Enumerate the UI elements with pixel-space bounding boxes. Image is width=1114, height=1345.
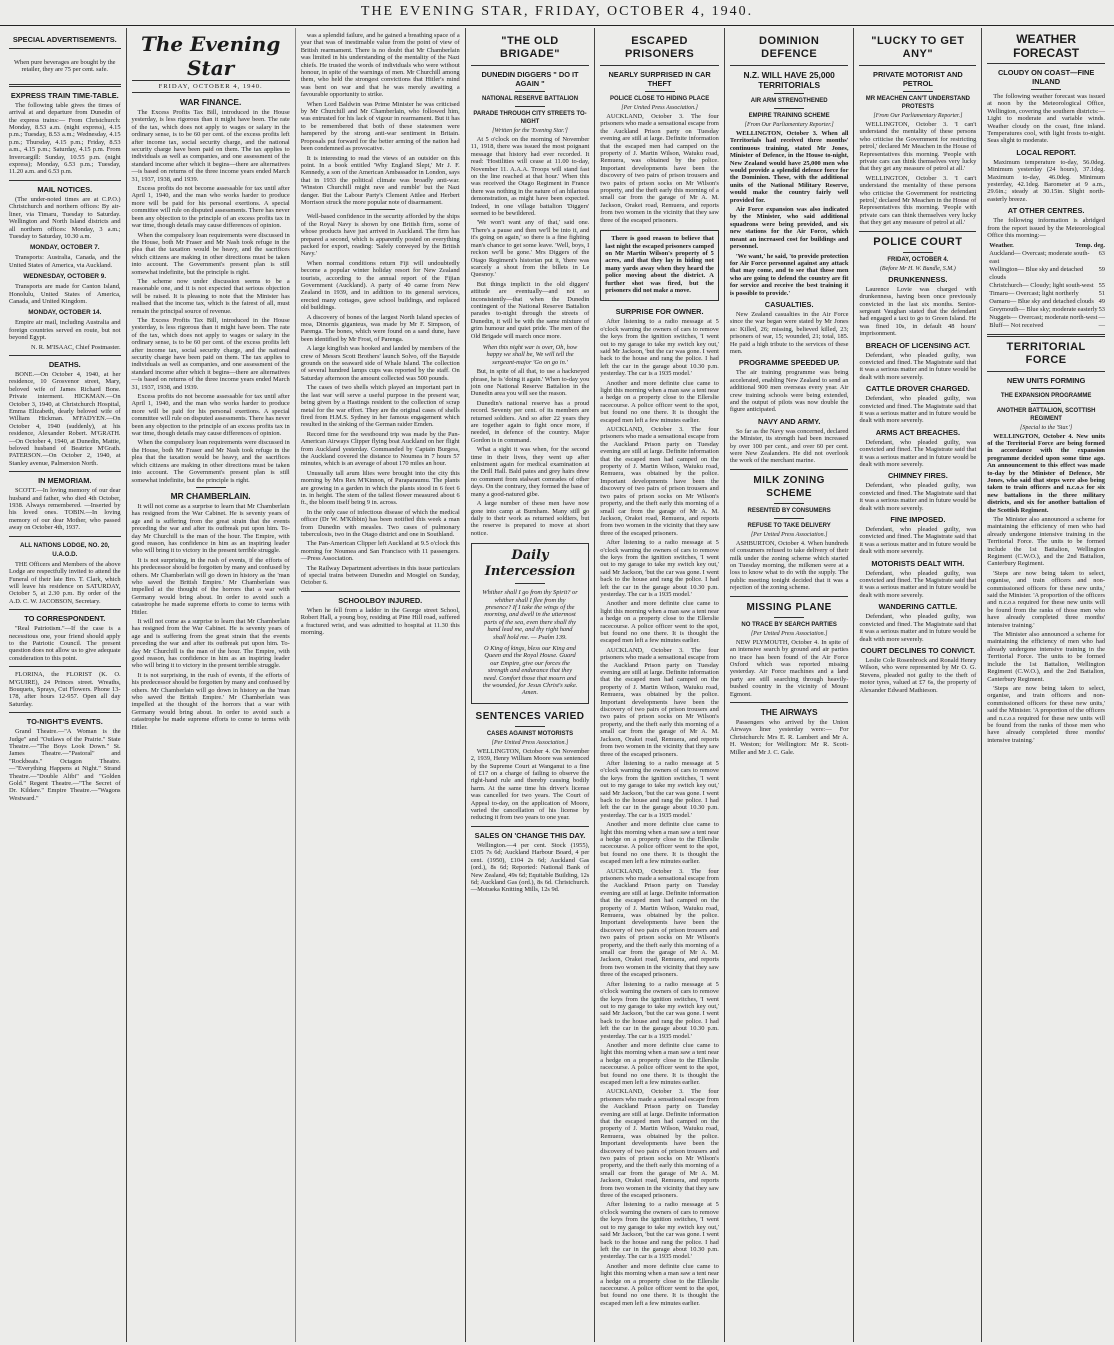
war-finance-text-2: Excess profits do not become assessable for tax until after April 1, 1940, and the man who works harder to produce more will be paid for his personal exertions. A special committee will rule on disputed assessments. There has never been any objection to the principle of an excess profits tax in war time, though details may cause differences of opinion. xyxy=(131,185,290,230)
casualties-text: New Zealand casualties in the Air Force since the war began were stated by Mr Jones as: Killed, 26; missing, believed killed, 23; prisoners of war, 15; wounded, 21; total, 185. He paid a high tribute to the services of these men. xyxy=(729,310,849,355)
editorial-b-text-1: was a splendid failure, and he gained a breathing space of a year that was of inestimable value from the point of view of British rearmament. There is no doubt that Mr Chamberlain was limited in his understanding of the mentality of the Nazi chiefs. He trusted the words of individuals who were without honour, in spite of the warnings of men. Mr Churchill among them, who held the strongest convictions that Hitler's mind was bent on war and that he was merely awaiting a favourable opportunity to strike. xyxy=(300,32,460,99)
breach-heading: BREACH OF LICENSING ACT. xyxy=(865,340,971,350)
monday14-heading: MONDAY, OCTOBER 14. xyxy=(28,309,102,317)
old-brigade-dek-2: PARADE THROUGH CITY STREETS TO-NIGHT xyxy=(473,111,587,125)
mail-heading: MAIL NOTICES. xyxy=(37,184,93,194)
old-brigade-dek-1: NATIONAL RESERVE BATTALION xyxy=(481,96,579,102)
motorists-heading: MOTORISTS DEALT WITH. xyxy=(871,558,965,568)
weather-col-header: Weather. xyxy=(989,241,1014,249)
express-heading: EXPRESS TRAIN TIME-TABLE. xyxy=(10,90,119,100)
old-brigade-headline: "THE OLD BRIGADE" xyxy=(500,35,560,60)
column-lucky-police xyxy=(854,28,982,1342)
territorial-dek-2: ANOTHER BATTALION, SCOTTISH REGIMENT xyxy=(996,407,1096,422)
weather-row xyxy=(987,314,1105,322)
editorial-b-text-13: The Railway Department advertises in this issue particulars of special trains between Dunedin and Mosgiel on Sunday, October 6. xyxy=(300,564,460,587)
lucky-text-b: WELLINGTON, October 3. 'I can't understand the mentality of these persons who criticise the Government for restricting petrol,' declared Mr Meachen in the House of Representatives this morning. 'People with private cars can think themselves very lucky that they get any measure of petrol at all.' xyxy=(859,174,977,227)
memoriam-text: SCOTT.—In loving memory of our dear husband and father, who died 4th October, 1938. Always remembered. —Inserted by his loved ones. TOBIN.—In loving memory of our dear Mother, who passed away on October 4th, 1937. xyxy=(9,487,121,532)
milk-text: ASHBURTON, October 4. When hundreds of consumers refused to take delivery of their milk under the zoning scheme which started on Tuesday morning, the milkmen were at a loss to know what to do with the supply. The public meeting tonight decided that it was a rejection of the zoning scheme. xyxy=(729,539,849,592)
local-report-heading: LOCAL REPORT. xyxy=(1016,147,1076,157)
monday-heading: MONDAY, OCTOBER 7. xyxy=(29,244,100,252)
intercession-prayer: O King of kings, bless our King and Queen and the Royal House. Guard our Empire, give our forces the strength and endurance that they need. Comfort those that mourn and the wounded, for Jesus Christ's sake. Amen. xyxy=(482,644,578,697)
weather-headline: WEATHER FORECAST xyxy=(987,32,1105,64)
chamberlain-text-1b: It will not come as a surprise to learn that Mr Chamberlain has resigned from the War Cabinet. He is seventy years of age and is suffering from the great strain that the events preceding the war and after its outbreak put upon him. To-day Mr Churchill is the man of the hour. The Empire, with good reason, has confidence in him as an inspiring leader who will bring it to victory in the present terrible struggle. xyxy=(131,618,290,670)
territorial-text-2: 'Steps are now being taken to select, organise, and train officers and non-commissioned officers for these new units,' said the Minister. 'A proportion of the officers and n.c.o.s required for these new units will be found from the ranks of those men who have already completed three months' intensive training.' xyxy=(987,569,1105,629)
escaped-text-2b: Another and more definite clue came to light this morning when a man saw a tent near a hedge on a property close to the Ellerslie racecourse. A police officer went to the spot, but found no one there. It is thought the escaped men left a few minutes earlier. xyxy=(600,600,719,645)
editorial-subcolumn-a xyxy=(127,28,296,1342)
tonight-heading: TO-NIGHT'S EVENTS. xyxy=(26,717,103,727)
old-brigade-verse: When this night war is over, Oh, how happy we shall be, We will tell the sergeant-major 'Go on go in.' xyxy=(482,343,578,366)
deaths-heading: DEATHS. xyxy=(48,359,81,369)
missing-plane-dek: NO TRACE BY SEARCH PARTIES xyxy=(741,621,837,628)
defence-lead: WELLINGTON, October 3. When all Territorials had received three months' continuous training, stated Mr Jones, Minister of Defence, in the House to-night, New Zealand would have 25,000 men who would provide a splendid defence force for the Dominion. These, with the additional units of the National Military Reserve, would make the country fairly well provided for. xyxy=(729,130,849,204)
newspaper-columns xyxy=(4,28,1110,1342)
programme-text: The air training programme was being accelerated, enabling New Zealand to send an additional 900 men overseas every year. Air crew training schools were being extended, and the output of pilots was now double the figure anticipated. xyxy=(729,369,849,414)
correspondent-text: "Real Patriotism."—If the case is a necessitous one, your friend should apply to the Patriotic Council. The present question does not allow us to give adequate consideration to this point. xyxy=(9,625,121,662)
florist-ad: FLORINA, the FLORIST (K. O. M'GUIRE), 24 Princes street. Wreaths, Bouquets, Sprays, Cut Flowers. Phone 13-178, after hours 12-957. Open all day Saturday. xyxy=(9,671,121,708)
weather-row xyxy=(987,298,1105,306)
escaped-text-2c: Another and more definite clue came to light this morning when a man saw a tent near a hedge on a property close to the Ellerslie racecourse. A police officer went to the spot, but found no one there. It is thought the escaped men left a few minutes earlier. xyxy=(600,821,719,866)
weather-row xyxy=(987,266,1105,282)
weather-subhead: CLOUDY ON COAST—FINE INLAND xyxy=(997,68,1095,86)
war-finance-text-2b: Excess profits do not become assessable for tax until after April 1, 1940, and the man who works harder to produce more will be paid for his personal exertions. A special committee will rule on disputed assessments. There has never been any objection to the principle of an excess profits tax in war time, though details may cause differences of opinion. xyxy=(131,393,290,438)
sentences-dek: CASES AGAINST MOTORISTS xyxy=(486,730,574,737)
casualties-heading: CASUALTIES. xyxy=(764,299,814,309)
escaped-box-text: There is good reason to believe that last night the escaped prisoners camped on Mr Martin Wilson's property of 5 acres, and that they lay in hiding not many yards away when they heard the police moving about the district. A further shot was fired, but the prisoners did not make a move. xyxy=(605,235,714,294)
defence-text-2: 'We want,' he said, 'to provide protection for Air Force personnel against any attack that may come, and to see that those men who are going to defend the country are fit for service and receive the best training it is possible to provide.' xyxy=(729,252,849,297)
weather-place: Bluff— Not received xyxy=(989,321,1044,329)
editorial-b-text-7: A large kingfish was hooked and landed by members of the crew of Messrs Scott Brothers' launch Solvo, off the Bayside grounds on the seaward side of Whale Island. The collection of several hundred lamps cups was reported by the staff. On Saturday afternoon the amount collected was 500 pounds. xyxy=(300,345,460,382)
defence-dek-1: AIR ARM STRENGTHENED xyxy=(750,98,828,104)
column-dominion-defence xyxy=(725,28,855,1342)
surprise-text-b: After listening to a radio message at 5 o'clock warning the owners of cars to remove the keys from the ignition switches, 'I went out to my garage to take my switch key out,' said Mr Jackson, 'but the car was gone. I went back to the house and rang the police. I had left the car in the garage about 10.30 p.m. yesterday. The car is a 1935 model.' xyxy=(600,539,719,598)
lucky-subhead: PRIVATE MOTORIST AND PETROL xyxy=(873,70,963,88)
police-court-headline: POLICE COURT xyxy=(873,235,963,248)
escaped-text-1e: AUCKLAND, October 3. The four prisoners who made a sensational escape from the Auckland Prison party on Tuesday evening are still at large. Definite information that the escaped men had camped on the property of J. Martin Wilson, Waiuku road, Remuera, was obtained by the police. Important developments have been the discovery of two pairs of prison trousers and two pairs of prison socks on Mr Wilson's property, and the theft early this morning of a small car from the garage of Mr A. M. Jackson, Orakei road, Remuera, and reports from two women in the vicinity that they saw three of the escaped prisoners. xyxy=(600,1088,719,1200)
surprise-text-c: After listening to a radio message at 5 o'clock warning the owners of cars to remove the keys from the ignition switches, 'I went out to my garage to take my switch key out,' said Mr Jackson, 'but the car was gone. I went back to the house and rang the police. I had left the car in the garage about 10.30 p.m. yesterday. The car is a 1935 model.' xyxy=(600,759,719,819)
war-finance-text-3b: When the compulsory loan requirements were discussed in the House, both Mr Fraser and Mr Nash took refuge in the plea that the taxation would be heavy, and the sacrifices which citizens are making in other directions must be taken into account. The Government's present plan is still somewhat indefinite, but the principle is right. xyxy=(131,439,290,484)
lodge-text: THE Officers and Members of the above Lodge are respectfully invited to attend the Funeral of their late Bro. T. Clark, which will leave his residence on SATURDAY, October 5, at 2.30 p.m. By order of the A.D. C. W. JACOBSON, Secretary. xyxy=(9,560,121,605)
escaped-text-1b: AUCKLAND, October 3. The four prisoners who made a sensational escape from the Auckland Prison party on Tuesday evening are still at large. Definite information that the escaped men had camped on the property of J. Martin Wilson, Waiuku road, Remuera, was obtained by the police. Important developments have been the discovery of two pairs of prison trousers and two pairs of prison socks on Mr Wilson's property, and the theft early this morning of a small car from the garage of Mr A. M. Jackson, Orakei road, Remuera, and reports from two women in the vicinity that they saw three of the escaped prisoners. xyxy=(600,426,719,537)
monday14-text: Empire air mail, including Australia and foreign countries served en route, but not beyond Egypt. xyxy=(9,319,121,342)
breach-text: Defendant, who pleaded guilty, was convicted and fined. The Magistrate said that it was a serious matter and in future would be dealt with more severely. xyxy=(859,351,977,381)
chamberlain-text-2: It is not surprising, in the rush of events, if the efforts of his predecessor should be forgotten by many and confused by others. Mr Chamberlain will go down in history as the 'man who saved the British Empire.' Mr Chamberlain was impelled at the thought of the horrors that a war with Germany would bring about. In order to avoid such a catastrophe he made supreme efforts to come to terms with Hitler. xyxy=(131,556,290,616)
weather-temp: 63 xyxy=(1098,249,1105,257)
ad-text: When pure beverages are bought by the retailer, they are 75 per cent. safe. xyxy=(14,59,116,74)
lodge-heading: ALL NATIONS LODGE, NO. 20, U.A.O.D. xyxy=(20,541,110,558)
wandering-text: Defendant, who pleaded guilty, was convicted and fined. The Magistrate said that it was a serious matter and in future would be dealt with more severely. xyxy=(859,613,977,643)
navy-text: So far as the Navy was concerned, declared the Minister, its strength had been increased by over 100 per cent., and over 60 per cent. were New Zealanders. He did not overlook the work of the merchant marine. xyxy=(729,427,849,465)
special-ads-heading: SPECIAL ADVERTISEMENTS. xyxy=(12,35,117,44)
sentences-byline: [Per United Press Association.] xyxy=(491,739,569,746)
territorial-headline: TERRITORIAL FORCE xyxy=(1006,340,1086,366)
weather-place: Auckland— Overcast; moderate south-east xyxy=(989,249,1090,265)
defence-dek-2: EMPIRE TRAINING SCHEME xyxy=(748,113,830,119)
defence-headline: DOMINION DEFENCE xyxy=(759,35,820,60)
old-brigade-text-6: Dunedin's national reserve has a proud record. Seventy per cent. of its members are returned soldiers. And so after 22 years they are together again to fight once more, if needed, in defence of the country. Major Gordon is in command. xyxy=(470,399,590,444)
police-court-date: FRIDAY, OCTOBER 4. xyxy=(887,256,949,263)
navy-heading: NAVY AND ARMY. xyxy=(757,416,821,426)
escaped-text-1d: AUCKLAND, October 3. The four prisoners who made a sensational escape from the Auckland Prison party on Tuesday evening are still at large. Definite information that the escaped men had camped on the property of J. Martin Wilson, Waiuku road, Remuera, was obtained by the police. Important developments have been the discovery of two pairs of prison trousers and two pairs of prison socks on Mr Wilson's property, and the theft early this morning of a small car from the garage of Mr A. M. Jackson, Orakei road, Remuera, and reports from two women in the vicinity that they saw three of the escaped prisoners. xyxy=(600,867,719,979)
cattle-text: Defendant, who pleaded guilty, was convicted and fined. The Magistrate said that it was a serious matter and in future would be dealt with more severely. xyxy=(859,395,977,425)
editorial-b-text-11: In the only case of infectious disease of which the medical officer (Dr W. M'Kibbin) has been notified this week a man from Dunedin with measles. Two cases of pulmonary tuberculosis, two in the Otago district and one in Southland. xyxy=(300,508,460,538)
escaped-text-2: Another and more definite clue came to light this morning when a man saw a tent near a hedge on a property close to the Ellerslie racecourse. A police officer went to the spot, but found no one there. It is thought the escaped men left a few minutes earlier. xyxy=(600,379,719,424)
postmaster-signoff: N. R. M'ISAAC, Chief Postmaster. xyxy=(30,343,121,351)
drunkenness-text: Laurence Lovie was charged with drunkenness, having been once previously convicted in the last six months. Senior-sergeant Vaughan stated that the defendant had engaged a taxi to go to Green Island. He was fined 10s, in default 48 hours' imprisonment. xyxy=(859,285,977,338)
lucky-headline: "LUCKY TO GET ANY" xyxy=(871,35,965,60)
editorial-b-text-4: Well-based confidence in the security afforded by the ships of the Royal Navy is shown by one British firm, some of whose products have just arrived in Auckland. The firm has prepared a second, which is apparently posted on everything packed for export, reading: 'Safely conveyed by the British Navy.' xyxy=(300,213,460,258)
editorial-subcolumn-b xyxy=(296,28,465,1342)
milk-dek-1: RESENTED BY CONSUMERS xyxy=(747,507,831,514)
weather-row xyxy=(987,250,1105,266)
escaped-dek: POLICE CLOSE TO HIDING PLACE xyxy=(609,96,710,102)
weather-temp: 51 xyxy=(1098,289,1105,297)
weather-text: The following weather forecast was issued at noon by the Meteorological Office, Wellington, covering the southern districts:— Light to moderate and variable winds. Weather cloudy on the coast, fine inland. Temperatures cool, with light frosts to-night. Seas slight to moderate. xyxy=(987,93,1105,145)
programme-heading: PROGRAMME SPEEDED UP. xyxy=(738,358,840,368)
weather-temp: 53 xyxy=(1098,305,1105,313)
cattle-heading: CATTLE DROVER CHARGED. xyxy=(865,384,970,394)
old-brigade-text-3: But things implicit in the old diggers' attitude are eventually—and not so inconsistently—that when the Dunedin contingent of the National Reserve Battalion parades to-night through the streets of Dunedin, it will be with the same mixture of grim humour and quiet pride. The men of the Old Brigade will march once more. xyxy=(470,280,590,340)
weather-row xyxy=(987,306,1105,314)
schoolboy-text: When he fell from a ladder in the George street School, Robert Hall, a young boy, residing at Pine Hill road, suffered a fractured wrist, and was admitted to hospital at 11.30 this morning. xyxy=(300,606,460,637)
chamberlain-text-2b: It is not surprising, in the rush of events, if the efforts of his predecessor should be forgotten by many and confused by others. Mr Chamberlain will go down in history as the 'man who saved the British Empire.' Mr Chamberlain was impelled at the thought of the horrors that a war with Germany would bring about. In order to avoid such a catastrophe he made supreme efforts to come to terms with Hitler. xyxy=(131,671,290,731)
escaped-text-2e: Another and more definite clue came to light this morning when a man saw a tent near a hedge on a property close to the Ellerslie racecourse. A police officer went to the spot, but found no one there. It is thought the escaped men left a few minutes earlier. xyxy=(600,1262,719,1307)
fine-heading: FINE IMPOSED. xyxy=(890,515,946,525)
arms-text: Defendant, who pleaded guilty, was convicted and fined. The Magistrate said that it was a serious matter and in future would be dealt with more severely. xyxy=(859,438,977,468)
other-centres-heading: AT OTHER CENTRES. xyxy=(1007,206,1085,216)
editorial-b-text-5: When normal conditions return Fiji will undoubtedly become a popular winter holiday resort for New Zealand tourists, according to the annual report of the Fijian Government (Auckland). A party of 40 came from New Zealand in 1939, and in addition to its general services, erected many cottages, gave school buildings, and replaced old buildings. xyxy=(300,259,460,312)
lucky-dek: MR MEACHEN CAN'T UNDERSTAND PROTESTS xyxy=(865,96,971,110)
express-text: The following table gives the times of arrival at and departure from Dunedin of the express trains:— From Christchurch: Monday, 8.53 a.m. (night express), 4.15 p.m.; Tuesday, 8.53 a.m.; Wednesday, 4.15 p.m.; Thursday, 4.15 p.m.; Friday, 8.53 a.m., 4.15 p.m.; Saturday, 4.15 p.m. From Invercargill: Sunday, 10.55 p.m. (night express); Monday, 6.53 p.m.; Tuesday, 11.20 a.m. and 6.53 p.m. xyxy=(9,101,121,176)
column-advertisements xyxy=(4,28,127,1342)
escaped-text-2d: Another and more definite clue came to light this morning when a man saw a tent near a hedge on a property close to the Ellerslie racecourse. A police officer went to the spot, but found no one there. It is thought the escaped men left a few minutes earlier. xyxy=(600,1041,719,1086)
weather-place: Greymouth— Blue sky; moderate easterly xyxy=(989,305,1098,313)
editorial-b-text-8: The cases of two shells which played an important part in the last war will serve a useful purpose in the present war, being given by a Hastings resident to the collection of scrap metal for the war effort. They are the original cases of shells fired from H.M.S. Sydney in her famous engagement which resulted in the sinking of the German raider Emden. xyxy=(300,384,460,429)
escaped-subhead: NEARLY SURPRISED IN CAR THEFT xyxy=(608,70,711,88)
lucky-byline: [From Our Parliamentary Reporter.] xyxy=(873,113,963,119)
territorial-lead: WELLINGTON, October 4. New units of the Territorial Force are being formed in accordance with the expansion programme decided upon some time ago. An announcement to this effect was made to-day by the Minister of Defence, Mr Jones, who said that steps were also being taken to train officers and n.c.o.s for six new battalions in the three military districts, and six for another battalion of the Scottish Regiment. xyxy=(987,432,1105,514)
weather-temp: 55 xyxy=(1098,281,1105,289)
column-old-brigade xyxy=(466,28,596,1342)
editorial-dateline: FRIDAY, OCTOBER 4, 1940. xyxy=(132,81,290,93)
motorists-text: Defendant, who pleaded guilty, was convicted and fined. The Magistrate said that it was a serious matter and in future would be dealt with more severely. xyxy=(859,569,977,599)
war-finance-text-1b: The Excess Profits Tax Bill, introduced in the House yesterday, is less rigorous than it might have been. The rate of the tax, which does not apply to wages or salary in the ordinary sense, is to be 60 per cent. of the excess profits left after income tax, social security charge, and the national security charge have been paid on them. The tax applies to individuals as well as companies, and one assessment of the standard income after which it begins—there are alternatives—is based on returns of the three income years ended March 31, 1937, 1938, and 1939. xyxy=(131,316,290,391)
escaped-headline: ESCAPED PRISONERS xyxy=(624,35,695,60)
surprise-text-d: After listening to a radio message at 5 o'clock warning the owners of cars to remove the keys from the ignition switches, 'I went out to my garage to take my switch key out,' said Mr Jackson, 'but the car was gone. I went back to the house and rang the police. I had left the car in the garage about 10.30 p.m. yesterday. The car is a 1935 model.' xyxy=(600,980,719,1040)
correspondent-heading: TO CORRESPONDENT. xyxy=(24,614,106,624)
wandering-heading: WANDERING CATTLE. xyxy=(878,602,958,612)
editorial-b-text-2: When Lord Baldwin was Prime Minister he was criticised by Mr Churchill and Mr Chamberlain, who followed him, was entrusted for his lack of vigour in rearmament. But it has to be remembered that both of these statesmen were hampered by the strong anti-war sentiment in Britain. Proposals put forward for the better arming of the nation had been condemned as provocative. xyxy=(300,100,460,153)
airways-heading: THE AIRWAYS xyxy=(760,706,818,717)
weather-row xyxy=(987,282,1105,290)
wednesday-text: Transports are made for Canton Island, Honolulu, United States of America, Canada, and United Kingdom. xyxy=(9,283,121,305)
weather-row xyxy=(987,322,1105,330)
intercession-scripture: Whither shall I go from thy Spirit? or whither shall I flee from thy presence? If I take the wings of the morning, and dwell in the uttermost parts of the sea, even there shall thy hand lead me, and thy right hand shall hold me. — Psalm 139. xyxy=(482,589,578,641)
wednesday-heading: WEDNESDAY, OCTOBER 9. xyxy=(23,273,107,281)
editorial-b-text-9: Record time for the westbound trip was made by the Pan-American Airways Clipper flying boat Auckland on her flight from Auckland yesterday. Commanded by Captain Burgess, the Auckland covered the distance to Noumea in 7 hours 57 minutes, which is an average of about 170 miles an hour. xyxy=(300,430,460,468)
territorial-subhead: NEW UNITS FORMING xyxy=(1006,375,1086,385)
weather-temp: 49 xyxy=(1098,297,1105,305)
war-finance-text-4: The scheme now under discussion seems to be a reasonable one, and it is not expected that serious objection will be raised. It is pleasing to note that the Minister has realised that the income tax, which is the fairest of all, must remain the principal source of revenue. xyxy=(131,277,290,315)
old-brigade-text-2: 'We won't want any of that,' said one. 'There's a pause and then we'll be into it, and it's going on again,' so there is a fine fighting man's chance to get some leave. 'Well, boys, I reckon we'll be gone.' Mrs Diggers of the Otago Regiment's historian put it, 'there was scarcely a shout from the billets in Le Quesnoy.' xyxy=(470,219,590,279)
sales-heading: SALES ON 'CHANGE THIS DAY. xyxy=(474,830,586,840)
surprise-text-e: After listening to a radio message at 5 o'clock warning the owners of cars to remove the keys from the ignition switches, 'I went out to my garage to take my switch key out,' said Mr Jackson, 'but the car was gone. I went back to the house and rang the police. I had left the car in the garage about 10.30 p.m. yesterday. The car is a 1935 model.' xyxy=(600,1201,719,1261)
war-finance-text-3: When the compulsory loan requirements were discussed in the House, both Mr Fraser and Mr Nash took refuge in the plea that the taxation would be heavy, and the sacrifices which citizens are making in other directions must be taken into account. The Government's present plan is still somewhat indefinite, but the principle is right. xyxy=(131,231,290,276)
weather-place: Oamaru— Blue sky and detached clouds xyxy=(989,297,1094,305)
weather-place: Wellington— Blue sky and detached clouds xyxy=(989,265,1084,281)
territorial-dek-1: THE EXPANSION PROGRAMME xyxy=(1000,392,1092,399)
defence-text-1: Air Force expansion was also indicated by the Minister, who said additional squadrons were being provided, and six new stations for the Air Force, which meant an increased cost for buildings and personnel. xyxy=(729,206,849,251)
territorial-text-2b: 'Steps are now being taken to select, organise, and train officers and non-commissioned officers for these new units,' said the Minister. 'A proportion of the officers and n.c.o.s required for these new units will be found from the ranks of those men who have already completed three months' intensive training.' xyxy=(987,684,1105,744)
territorial-text-1: The Minister also announced a scheme for maintaining the efficiency of men who had already undergone intensive training in the Territorial Force. The units to be formed include the 1st Battalion, Wellington Regiment (C.W.O.), and the 2nd Battalion, Canterbury Regiment. xyxy=(987,515,1105,568)
sentences-text: WELLINGTON, October 4. On November 2, 1939, Henry William Moore was sentenced by the Supreme Court at Wanganui to a fine of £17 on a charge of failing to observe the right-hand rule and thereby causing bodily harm. At the same time his driver's license was cancelled for two years. The Court of Appeal to-day, on the application of Moore, varied the cancellation of his license by reducing it from two years to one year. xyxy=(470,747,590,822)
temp-col-header: Temp. deg. xyxy=(1075,241,1105,249)
court-declines-text: Leslie Cole Rosenbrock and Ronald Henry Wilson, who were represented by Mr O. G. Stevens, pleaded not guilty to the theft of motor tyres, valued at £7 6s, the property of Alexander Edward Mathieson. xyxy=(859,656,977,694)
drunkenness-heading: DRUNKENNESS. xyxy=(888,274,948,284)
monday-text: Transports: Australia, Canada, and the United States of America, via Auckland. xyxy=(9,254,121,269)
editorial-b-text-10: Unusually tall arum lilies were brought into the city this morning by Mrs Rex M'Kinnon, of Paraparaumu. The plants are growing in a garden in which the plants stood in 6 feet 6 in. in height. The stem of the tallest flower measured about 6 ft., the bloom itself being 9 in. across. xyxy=(300,469,460,507)
chimney-text: Defendant, who pleaded guilty, was convicted and fined. The Magistrate said that it was a serious matter and in future would be dealt with more severely. xyxy=(859,482,977,512)
lucky-text: WELLINGTON, October 3. 'I can't understand the mentality of these persons who criticise the Government for restricting petrol,' declared Mr Meachen in the House of Representatives this morning. 'People with private cars can think themselves very lucky that they get any measure of petrol at all.' xyxy=(859,121,977,173)
chamberlain-text-1: It will not come as a surprise to learn that Mr Chamberlain has resigned from the War Cabinet. He is seventy years of age and is suffering from the great strain that the events preceding the war and after its outbreak put upon him. To-day Mr Churchill is the man of the hour. The Empire, with good reason, has confidence in him as an inspiring leader who will bring it to victory in the present terrible struggle. xyxy=(131,502,290,555)
weather-row xyxy=(987,290,1105,298)
schoolboy-heading: SCHOOLBOY INJURED. xyxy=(338,595,423,605)
missing-plane-text: NEW PLYMOUTH, October 4. In spite of an intensive search by ground and air parties no trace has been found of the Air Force Oxford which was reported missing yesterday. Air Force machines and a land party are still searching through heavily-bushed country in the vicinity of Mount Egmont. xyxy=(729,638,849,698)
weather-place: Christchurch— Cloudy; light south-west xyxy=(989,281,1094,289)
war-finance-text-1: The Excess Profits Tax Bill, introduced in the House yesterday, is less rigorous than it might have been. The rate of the tax, which does not apply to wages or salary in the ordinary sense, is to be 60 per cent. of the excess profits left after income tax, social security charge, and the national security charge have been paid on them. The tax applies to individuals as well as companies, and one assessment of the standard income after which it begins—there are alternatives—is based on returns of the three income years ended March 31, 1937, 1938, and 1939. xyxy=(131,109,290,183)
mail-text: (The under-noted times are at C.P.O.) Christchurch and northern offices: By air-liner, via Timaru, Tuesday to Saturday. Wellington and North Island districts and all northern offices: Monday, 3 a.m.; Tuesday to Saturday, 10.30 a.m. xyxy=(9,195,121,240)
surprise-heading: SURPRISE FOR OWNER. xyxy=(615,307,704,317)
escaped-box xyxy=(600,230,719,301)
defence-subhead: N.Z. WILL HAVE 25,000 TERRITORIALS xyxy=(743,70,835,90)
missing-plane-headline: MISSING PLANE xyxy=(746,601,832,613)
old-brigade-subhead: DUNEDIN DIGGERS " DO IT AGAIN " xyxy=(481,70,579,88)
sentences-headline: SENTENCES VARIED xyxy=(475,710,585,722)
column-weather-territorial xyxy=(982,28,1110,1342)
tonight-text: Grand Theatre.—"A Woman is the Judge" and "Outlaws of the Prairie." State Theatre.—"The Boys Look Down." St. James Theatre.—"Pastoral" and "Rockbeats." Octagon Theatre.—"Everything Happens at Night." Strand Theatre.—"Double Alibi" and "Golden Gold." Regent Theatre.—"The Secret of Dr. Kildare." Empire Theatre.—"Wagons Westward." xyxy=(9,728,121,802)
other-centres-intro: The following information is abridged from the report issued by the Meteorological Office this morning:— xyxy=(987,217,1105,240)
weather-place: Nuggets— Overcast; moderate north-west xyxy=(989,313,1098,321)
editorial-b-text-3: It is interesting to read the views of an outsider on this point. In a book entitled 'Why England Slept,' Mr J. F. Kennedy, a son of the American Ambassador in London, says that in 1933 the political climate was broadly anti-war. 'Winston Churchill might rave and rumble' but the Nazi danger. But the Labour Party's Clement Attlee and Herbert Morrison struck the more popular note of disarmament. xyxy=(300,154,460,206)
milk-headline: MILK ZONING SCHEME xyxy=(753,474,825,499)
old-brigade-text-5: But, in spite of all that, to use a hackneyed phrase, he is 'doing it again.' When to-day you join one National Reserve Battalion in the Dunedin area you will see the reason. xyxy=(470,368,590,398)
weather-table-header xyxy=(987,242,1105,250)
defence-byline: [From Our Parliamentary Reporter.] xyxy=(744,122,834,128)
surprise-text: After listening to a radio message at 5 o'clock warning the owners of cars to remove the keys from the ignition switches, 'I went out to my garage to take my switch key out,' said Mr Jackson, 'but the car was gone. I went back to the house and rang the police. I had left the car in the garage about 10.30 p.m. yesterday. The car is a 1935 model.' xyxy=(600,318,719,378)
court-declines-heading: COURT DECLINES TO CONVICT. xyxy=(860,645,976,655)
police-court-magistrate: (Before Mr H. W. Bundle, S.M.) xyxy=(879,265,956,272)
milk-dek-2: REFUSE TO TAKE DELIVERY xyxy=(747,522,831,529)
chamberlain-heading: MR CHAMBERLAIN. xyxy=(170,490,251,501)
escaped-text-1c: AUCKLAND, October 3. The four prisoners who made a sensational escape from the Auckland Prison party on Tuesday evening are still at large. Definite information that the escaped men had camped on the property of J. Martin Wilson, Waiuku road, Remuera, was obtained by the police. Important developments have been the discovery of two pairs of prison trousers and two pairs of prison socks on Mr Wilson's property, and the theft early this morning of a small car from the garage of Mr A. M. Jackson, Orakei road, Remuera, and reports from two women in the vicinity that they saw three of the escaped prisoners. xyxy=(600,646,719,758)
old-brigade-byline: [Written for the 'Evening Star.'] xyxy=(492,128,568,134)
territorial-byline: [Special to the 'Star.'] xyxy=(1020,424,1073,431)
column-escaped-prisoners xyxy=(595,28,725,1342)
intercession-box xyxy=(471,543,590,704)
page-masthead: THE EVENING STAR, FRIDAY, OCTOBER 4, 1940. xyxy=(0,0,1114,26)
weather-temp: — xyxy=(1098,313,1105,321)
memoriam-heading: IN MEMORIAM. xyxy=(38,476,92,486)
sales-text: Wellington.—4 per cent. Stock (1955), £105 7s 6d; Auckland Harbour Board, 4 per cent. (1950), £104 2s 6d; Auckland Gas (ord.), 8s 6d; Reported: National Bank of New Zealand, 49s 6d; Equitable Building, 12s 6d; Auckland Gas (ord.), 8s 6d. Christchurch.—Motueka Knitting Mills, 12s 9d. xyxy=(470,841,590,894)
arms-heading: ARMS ACT BREACHES. xyxy=(875,427,961,437)
chimney-heading: CHIMNEY FIRES. xyxy=(887,471,948,481)
editorial-b-text-12: The Pan-American Clipper left Auckland at 9.5 o'clock this morning for Noumea and San Francisco with 11 passengers.—Press Association. xyxy=(300,540,460,563)
editorial-b-text-6: A discovery of bones of the largest North Island species of moa, Dinornis giganteus, was made by Mr F. Simpson, of Parenga. The bones, which were found on a sand dune, have been identified by Mr Frost, of Parenga. xyxy=(300,313,460,343)
weather-temp: 59 xyxy=(1098,265,1105,273)
weather-place: Timaru— Overcast; light northerly xyxy=(989,289,1079,297)
old-brigade-text-1: At 5 o'clock on the morning of November 11, 1918, there was issued the most poignant message that history had ever recorded. It read: 'Hostilities will cease at 11.00 to-day, November 11. A.A.A. Troops will stand fast on the line reached at that hour.' When this was received the Otago Regiment in France there was nothing in the nature of an hilarious demonstration, as might have been expected. Indeed, in one village battalion 'Diggers' seemed to be bewildered. xyxy=(470,136,590,218)
fine-text: Defendant, who pleaded guilty, was convicted and fined. The Magistrate said that it was a serious matter and in future would be dealt with more severely. xyxy=(859,526,977,556)
escaped-text-1: AUCKLAND, October 3. The four prisoners who made a sensational escape from the Auckland Prison party on Tuesday evening are still at large. Definite information that the escaped men had camped on the property of J. Martin Wilson, Waiuku road, Remuera, was obtained by the police. Important developments have been the discovery of two pairs of prison trousers and two pairs of prison socks on Mr Wilson's property, and the theft early this morning of a small car from the garage of Mr A. M. Jackson, Orakei road, Remuera, and reports from two women in the vicinity that they saw three of the escaped prisoners. xyxy=(600,113,719,224)
war-finance-heading: WAR FINANCE. xyxy=(179,97,242,107)
deaths-text: BONE.—On October 4, 1940, at her residence, 10 Grosvenor street, Mary, beloved wife of James Richard Bone. Private interment. HICKMAN.—On October 3, 1940, at Christchurch Hospital, Emma Elizabeth, dearly beloved wife of William Hickman. M'FADYEN.—On October 4, 1940 (suddenly), at his residence, Alexander Robert. M'GRATH.—On October 4, 1940, at Dunedin, Mattie, beloved husband of Beatrice M'Grath. PATERSON.—On October 2, 1940, at Stanley avenue, Palmerston North. xyxy=(9,370,121,467)
weather-table xyxy=(987,250,1105,330)
old-brigade-text-8: A large number of these men have now gone into camp at Burnham. Many still go daily to their work as returned soldiers, but the reserve is prepared to move at short notice. xyxy=(470,500,590,537)
milk-byline: [Per United Press Association.] xyxy=(750,531,828,538)
old-brigade-text-7: What a sight it was when, for the second time in their lives, they went up after enlistment again for medical examination at the Drill Hall. Bald pates and grey hairs drew no comment from stalwart comrades of other days. On the contrary, they formed the base of many a good-natured gibe. xyxy=(470,446,590,498)
intercession-heading: Daily Intercession xyxy=(484,548,576,580)
column-editorial xyxy=(127,28,466,1342)
paper-nameplate: The Evening Star xyxy=(132,32,290,81)
territorial-text-1b: The Minister also announced a scheme for maintaining the efficiency of men who had already undergone intensive training in the Territorial Force. The units to be formed include the 1st Battalion, Wellington Regiment (C.W.O.), and the 2nd Battalion, Canterbury Regiment. xyxy=(987,631,1105,683)
airways-text: Passengers who arrived by the Union Airways liner yesterday were:— For Christchurch: Mrs E. R. Lambert and Mr A. H. Weston; for Wellington: Mr R. Scott-Miller and Mr J. C. Gale. xyxy=(729,718,849,756)
local-report-text: Maximum temperature to-day, 56.0deg. Minimum yesterday (24 hours), 37.1deg. Maximum to-day, 46.0deg. Minimum yesterday, 42.1deg. Barometer at 9 a.m., 29.6in.; steady at 30.15in. Slight north-easterly breeze. xyxy=(987,158,1105,203)
missing-plane-byline: [Per United Press Association.] xyxy=(750,630,828,637)
escaped-byline: [Per United Press Association.] xyxy=(621,105,698,111)
weather-temp: — xyxy=(1098,321,1105,329)
